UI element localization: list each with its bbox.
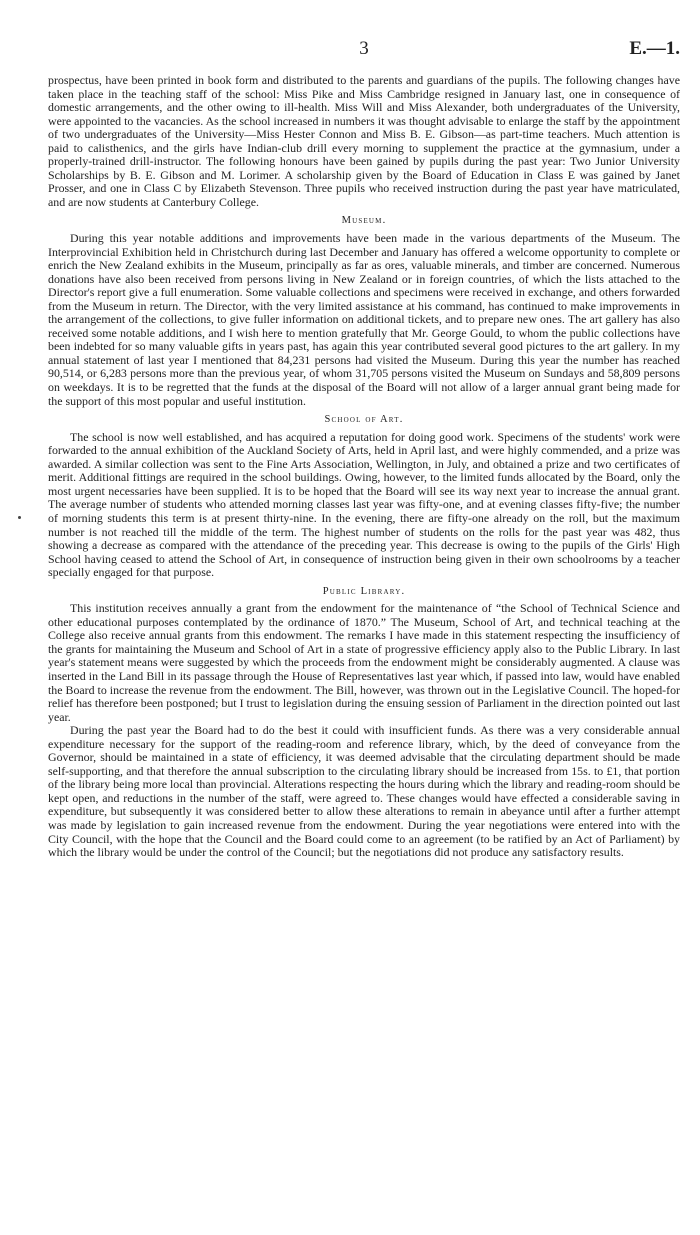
document-reference: E.—1. [629,38,680,59]
public-library-paragraph-1: This institution receives annually a grant from the endowment for the maintenance of “the School of Technical Science and other educational purposes contemplated by the ordinance of 1870.” The Museum, School of Art, and technical teaching at the College also receive annual grants from this endowment. The remarks I have made in this statement respecting the insufficiency of the grants for maintaining the Museum and School of Art in a state of progressive efficiency apply also to the Public Library. In last year's statement means were suggested by which the proceeds from the endowment might be considerably augmented. A clause was inserted in the Land Bill in its passage through the House of Representatives last year which, if passed into law, would have enabled the Board to increase the revenue from the endowment. The Bill, however, was thrown out in the Legislative Council. The hoped-for relief has therefore been postponed; but I trust to legislation during the ensuing session of Parliament in the direction pointed out last year. [48,601,680,724]
heading-school-of-art: School of Art. [324,414,404,426]
opening-paragraph: prospectus, have been printed in book form and distributed to the parents and guardians of the pupils. The following changes have taken place in the teaching staff of the school: Miss Pike and Miss Cambridge resigned in January last, one in consequence of domestic arrangements, and the other owing to ill-health. Miss Will and Miss Alexander, both undergraduates of the University, were appointed to the vacancies. As the school increased in numbers it was thought advisable to enlarge the staff by the appointment of two undergraduates of the University—Miss Hester Connon and Miss B. E. Gibson—as part-time teachers. Much attention is paid to calisthenics, and the girls have Indian-club drill every morning to supplement the practice at the gymnasium, under a properly-trained drill-instructor. The following honours have been gained by pupils during the past year: Two Junior University Scholarships by B. E. Gibson and M. Lorimer. A scholarship given by the Board of Education in Class E was gained by Janet Prosser, and one in Class C by Elizabeth Stevenson. Three pupils who received instruction during the past year have matriculated, and are now students at Canterbury College. [48,73,680,209]
public-library-paragraph-2: During the past year the Board had to do the best it could with insufficient funds. As there was a very considerable annual expenditure necessary for the support of the reading-room and reference library, which, by the deed of conveyance from the Governor, should be maintained in a state of efficiency, it was deemed advisable that the circulating department should be made self-supporting, and that therefore the annual subscription to the circulating library should be increased from 15s. to £1, that portion of the library being more local than provincial. Alterations respecting the hours during which the library and reading-room should be kept open, and reductions in the number of the staff, were agreed to. These changes would have effected a considerable saving in expenditure, but subsequently it was considered better to allow these alterations to remain in abeyance until after a further attempt was made by legislation to gain increased revenue from the endowment. During the year negotiations were entered into with the City Council, with the hope that the Council and the Board could come to an agreement (to be ratified by an Act of Parliament) by which the library would be under the control of the Council; but the negotiations did not produce any satisfactory results. [48,723,680,860]
school-of-art-paragraph: The school is now well established, and has acquired a reputation for doing good work. Specimens of the students' work were forwarded to the annual exhibition of the Auckland Society of Arts, held in April last, and were highly commended, and a prize was awarded. A similar collection was sent to the Fine Arts Association, Wellington, in July, and obtained a prize and two certificates of merit. Additional fittings are required in the school buildings. Owing, however, to the limited funds allocated by the Board, only the most urgent necessaries have been supplied. It is to be hoped that the Board will see its way next year to increase the annual grant. The average number of students who attended morning classes last year was fifty-one, and at evening classes fifty-five; the number of morning students this term is at present thirty-nine. In the evening, there are fifty-one already on the roll, but the maximum number is not reached till the middle of the term. The highest number of students on the rolls for the past year was 482, thus showing a decrease as compared with the attendance of the preceding year. This decrease is owing to the pupils of the Girls' High School having ceased to attend the School of Art, in consequence of instruction being given in their own schoolrooms by a teacher specially engaged for that purpose. [48,429,680,580]
heading-museum: Museum. [341,215,387,227]
museum-paragraph: During this year notable additions and improvements have been made in the various departments of the Museum. The Interprovincial Exhibition held in Christchurch during last December and January has offered a welcome opportunity to complete or enrich the New Zealand exhibits in the Museum, principally as far as ores, valuable minerals, and timber are concerned. Numerous donations have also been received from persons living in New Zealand or in foreign countries, of which the lists attached to the Director's report give a full enumeration. Some valuable collections and specimens were received in exchange, and others forwarded from the Museum in return. The Director, with the very limited assistance at his command, has continued to make improvements in the arrangement of the collections, to give fuller information on additional tickets, and to prepare new ones. The art gallery has also received some notable additions, and I wish here to mention gratefully that Mr. George Gould, to whom the public collections have been indebted for so many valuable gifts in years past, has again this year contributed several good pictures to the art gallery. In my annual statement of last year I mentioned that 84,231 persons had visited the Museum. During this year the number has reached 90,514, or 6,283 persons more than the previous year, of whom 31,705 persons visited the Museum on Sundays and 58,809 persons on weekdays. It is to be regretted that the funds at the disposal of the Board will not allow of a larger annual grant being made for the support of this most popular and useful institution. [48,231,680,408]
page-number: 3 [359,38,369,59]
body-text [48,74,680,860]
margin-mark [18,516,21,519]
page-header [48,38,680,64]
heading-public-library: Public Library. [322,585,406,597]
